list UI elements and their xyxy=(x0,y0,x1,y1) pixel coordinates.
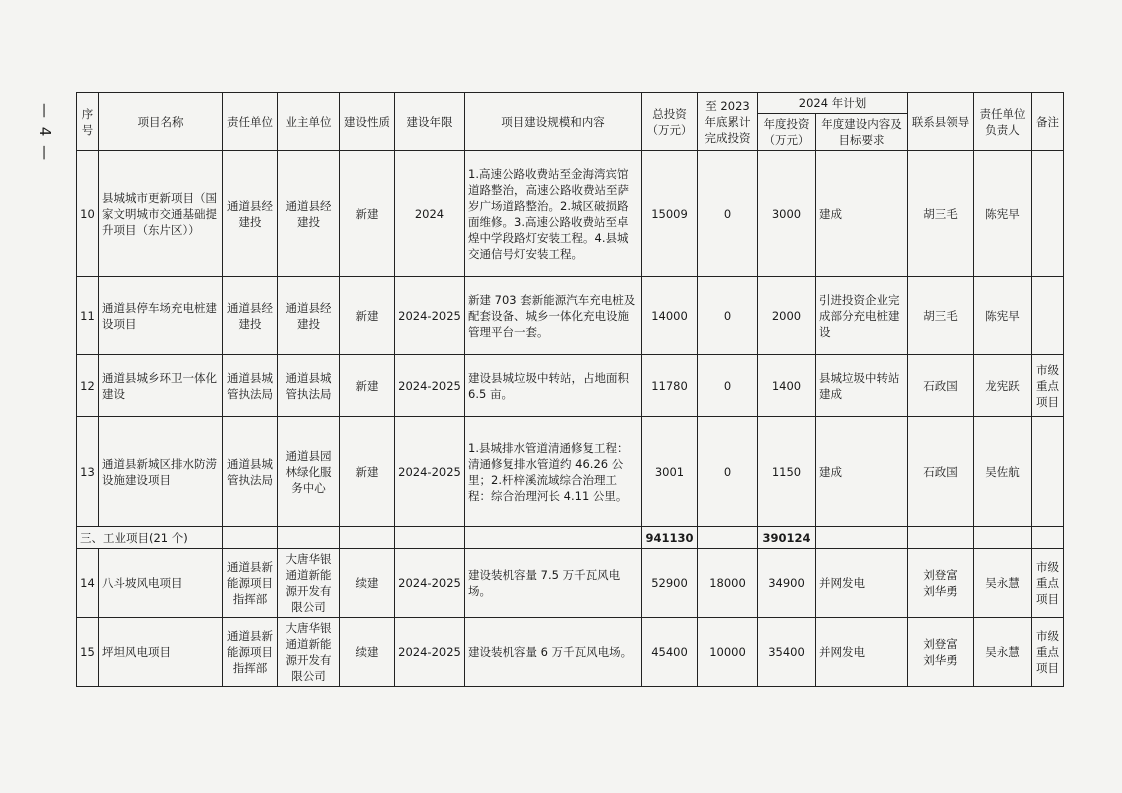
cell-resp-unit: 通道县经建投 xyxy=(223,151,278,277)
cell-seq: 15 xyxy=(77,618,99,687)
cell-plan-invest: 3000 xyxy=(758,151,816,277)
cell-remark: 市级重点项目 xyxy=(1032,355,1064,417)
header-cumulative: 至 2023 年底累计完成投资 xyxy=(698,93,758,151)
cell-seq: 14 xyxy=(77,549,99,618)
page-number: — 4 — xyxy=(36,103,54,163)
cell-owner-unit: 通道县园林绿化服务中心 xyxy=(278,417,340,527)
cell-scale: 1.高速公路收费站至金海湾宾馆道路整治，高速公路收费站至萨岁广场道路整治。2.城区破损路面维修。3.高速公路收费站至卓煌中学段路灯安装工程。4.县城交通信号灯安装工程。 xyxy=(465,151,642,277)
cell-owner-unit: 通道县城管执法局 xyxy=(278,355,340,417)
cell-owner-unit: 通道县经建投 xyxy=(278,277,340,355)
cell-nature: 续建 xyxy=(340,618,395,687)
cell-total: 52900 xyxy=(642,549,698,618)
cell-owner-unit: 大唐华银通道新能源开发有限公司 xyxy=(278,549,340,618)
cell-period: 2024-2025 xyxy=(395,355,465,417)
cell-person: 吴永慧 xyxy=(974,618,1032,687)
header-leader: 联系县领导 xyxy=(908,93,974,151)
cell-scale: 新建 703 套新能源汽车充电桩及配套设备、城乡一体化充电设施管理平台一套。 xyxy=(465,277,642,355)
cell-period: 2024-2025 xyxy=(395,618,465,687)
cell-nature: 新建 xyxy=(340,151,395,277)
cell-total: 3001 xyxy=(642,417,698,527)
cell-leader: 石政国 xyxy=(908,355,974,417)
cell-person: 陈宪早 xyxy=(974,277,1032,355)
section-plan-invest: 390124 xyxy=(758,527,816,549)
cell-plan-content: 并网发电 xyxy=(816,549,908,618)
cell-nature: 新建 xyxy=(340,417,395,527)
header-total: 总投资（万元） xyxy=(642,93,698,151)
section-total: 941130 xyxy=(642,527,698,549)
table-row xyxy=(77,151,1064,277)
cell-resp-unit: 通道县城管执法局 xyxy=(223,417,278,527)
header-scale: 项目建设规模和内容 xyxy=(465,93,642,151)
cell-resp-unit: 通道县城管执法局 xyxy=(223,355,278,417)
header-person: 责任单位负责人 xyxy=(974,93,1032,151)
cell-remark xyxy=(1032,277,1064,355)
cell-total: 45400 xyxy=(642,618,698,687)
cell-plan-invest: 2000 xyxy=(758,277,816,355)
cell-period: 2024-2025 xyxy=(395,417,465,527)
cell-nature: 续建 xyxy=(340,549,395,618)
header-resp-unit: 责任单位 xyxy=(223,93,278,151)
cell-seq: 12 xyxy=(77,355,99,417)
cell-plan-content: 建成 xyxy=(816,151,908,277)
header-period: 建设年限 xyxy=(395,93,465,151)
cell-cumulative: 18000 xyxy=(698,549,758,618)
cell-plan-invest: 34900 xyxy=(758,549,816,618)
cell-remark xyxy=(1032,417,1064,527)
table-row xyxy=(77,277,1064,355)
cell-scale: 建设县城垃圾中转站，占地面积6.5 亩。 xyxy=(465,355,642,417)
cell-period: 2024-2025 xyxy=(395,277,465,355)
cell-total: 14000 xyxy=(642,277,698,355)
cell-plan-invest: 1400 xyxy=(758,355,816,417)
cell-scale: 建设装机容量 7.5 万千瓦风电场。 xyxy=(465,549,642,618)
cell-owner-unit: 通道县经建投 xyxy=(278,151,340,277)
table-row xyxy=(77,549,1064,618)
cell-name: 通道县停车场充电桩建设项目 xyxy=(99,277,223,355)
project-table xyxy=(76,92,1064,687)
cell-resp-unit: 通道县新能源项目指挥部 xyxy=(223,549,278,618)
cell-person: 龙宪跃 xyxy=(974,355,1032,417)
cell-nature: 新建 xyxy=(340,277,395,355)
header-nature: 建设性质 xyxy=(340,93,395,151)
cell-leader: 刘登富 刘华勇 xyxy=(908,549,974,618)
cell-name: 通道县城乡环卫一体化建设 xyxy=(99,355,223,417)
cell-seq: 13 xyxy=(77,417,99,527)
cell-person: 陈宪早 xyxy=(974,151,1032,277)
cell-name: 八斗坡风电项目 xyxy=(99,549,223,618)
cell-owner-unit: 大唐华银通道新能源开发有限公司 xyxy=(278,618,340,687)
header-plan-2024: 2024 年计划 xyxy=(758,93,908,114)
cell-name: 坪坦风电项目 xyxy=(99,618,223,687)
cell-total: 11780 xyxy=(642,355,698,417)
cell-plan-content: 建成 xyxy=(816,417,908,527)
cell-plan-invest: 1150 xyxy=(758,417,816,527)
table-row xyxy=(77,618,1064,687)
header-plan-invest: 年度投资（万元） xyxy=(758,114,816,151)
cell-leader: 刘登富 刘华勇 xyxy=(908,618,974,687)
cell-period: 2024-2025 xyxy=(395,549,465,618)
cell-seq: 11 xyxy=(77,277,99,355)
cell-cumulative: 0 xyxy=(698,417,758,527)
cell-name: 通道县新城区排水防涝设施建设项目 xyxy=(99,417,223,527)
section-row xyxy=(77,527,1064,549)
cell-cumulative: 10000 xyxy=(698,618,758,687)
header-seq: 序号 xyxy=(77,93,99,151)
cell-person: 吴佐航 xyxy=(974,417,1032,527)
cell-plan-content: 并网发电 xyxy=(816,618,908,687)
cell-scale: 建设装机容量 6 万千瓦风电场。 xyxy=(465,618,642,687)
cell-name: 县城城市更新项目（国家文明城市交通基础提升项目（东片区）） xyxy=(99,151,223,277)
cell-cumulative: 0 xyxy=(698,151,758,277)
table-row xyxy=(77,355,1064,417)
cell-person: 吴永慧 xyxy=(974,549,1032,618)
cell-remark xyxy=(1032,151,1064,277)
cell-plan-content: 县城垃圾中转站建成 xyxy=(816,355,908,417)
section-label: 三、工业项目(21 个) xyxy=(77,527,223,549)
cell-resp-unit: 通道县经建投 xyxy=(223,277,278,355)
header-owner-unit: 业主单位 xyxy=(278,93,340,151)
cell-seq: 10 xyxy=(77,151,99,277)
cell-nature: 新建 xyxy=(340,355,395,417)
cell-remark: 市级重点项目 xyxy=(1032,549,1064,618)
cell-leader: 胡三毛 xyxy=(908,277,974,355)
cell-resp-unit: 通道县新能源项目指挥部 xyxy=(223,618,278,687)
table-row xyxy=(77,417,1064,527)
cell-leader: 石政国 xyxy=(908,417,974,527)
header-name: 项目名称 xyxy=(99,93,223,151)
cell-cumulative: 0 xyxy=(698,355,758,417)
cell-period: 2024 xyxy=(395,151,465,277)
cell-leader: 胡三毛 xyxy=(908,151,974,277)
table-header xyxy=(77,93,1064,151)
header-plan-content: 年度建设内容及目标要求 xyxy=(816,114,908,151)
cell-cumulative: 0 xyxy=(698,277,758,355)
cell-scale: 1.县城排水管道清通修复工程：清通修复排水管道约 46.26 公里；2.杆梓溪流域综合治理工程：综合治理河长 4.11 公里。 xyxy=(465,417,642,527)
cell-total: 15009 xyxy=(642,151,698,277)
header-remark: 备注 xyxy=(1032,93,1064,151)
cell-plan-invest: 35400 xyxy=(758,618,816,687)
cell-remark: 市级重点项目 xyxy=(1032,618,1064,687)
cell-plan-content: 引进投资企业完成部分充电桩建设 xyxy=(816,277,908,355)
